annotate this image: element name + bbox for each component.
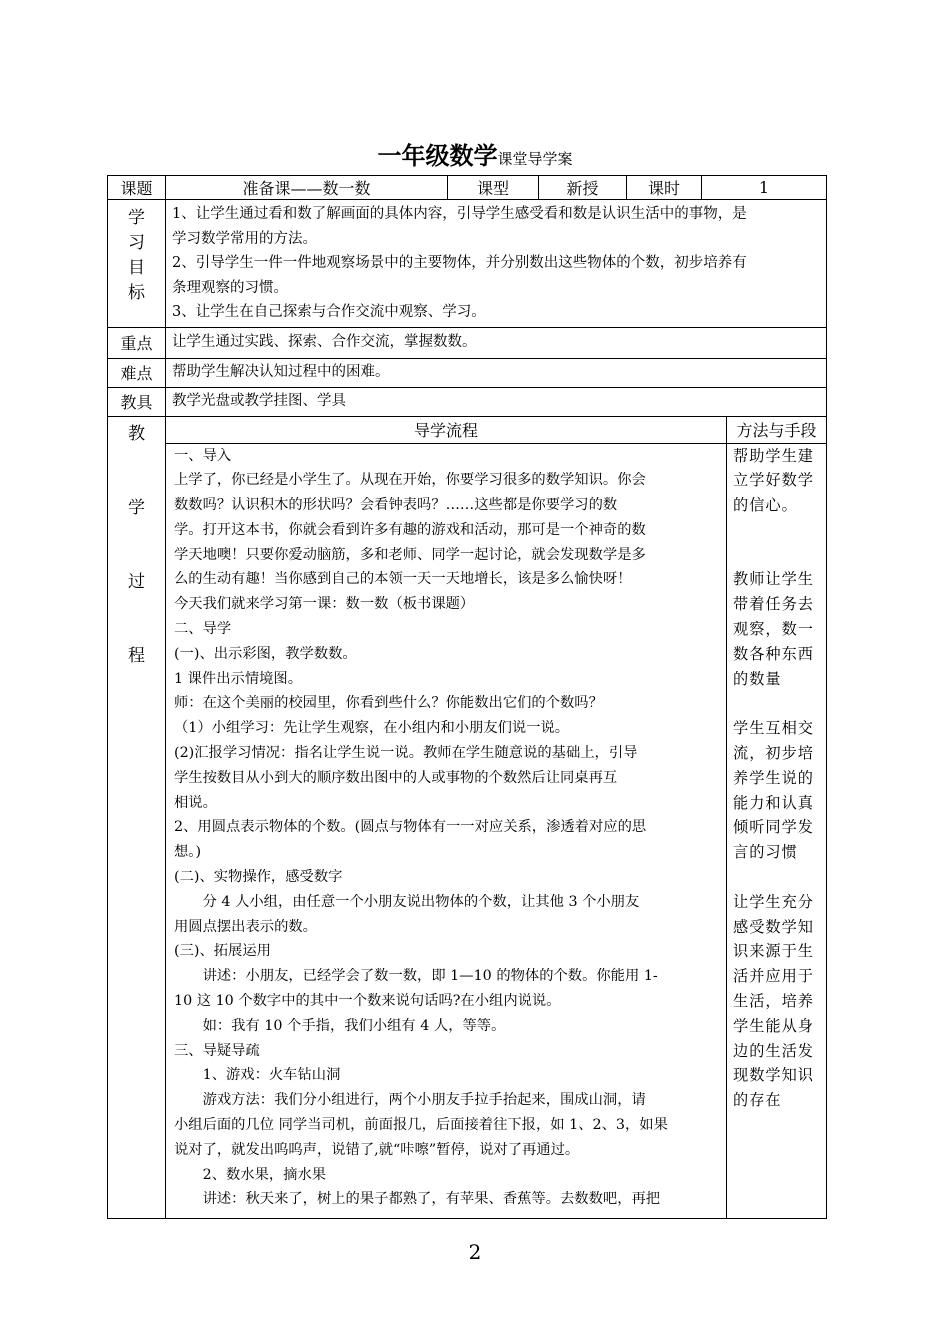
- topic-value: 准备课——数一数: [166, 176, 448, 200]
- title-main: 一年级数学: [377, 142, 498, 170]
- key-point-text: 让学生通过实践、探索、合作交流，掌握数数。: [166, 327, 827, 358]
- tools-text: 教学光盘或教学挂图、学具: [166, 387, 827, 416]
- type-label: 课型: [448, 176, 539, 200]
- process-body-row: [108, 443, 827, 1218]
- flow-content: 一、导入 上学了，你已经是小学生了。从现在开始，你要学习很多的数学知识。你会 数数吗？认识积木的形状吗？会看钟表吗？……这些都是你要学习的数 学。打开这本书，你就会看到许多有趣的游戏和活动，那可是一个神奇的数 学天地噢！只要你爱动脑筋，多和老师、同学一起讨论，就会发现数学是多 么的生动有趣！当你感到自己的本领一天一天地增长，该是多么愉快呀！ 今天我们就来学习第一课：数一数（板书课题） 二、导学 (一)、出示彩图，教学数数。 1 课件出示情境图。 师：在这个美丽的校园里，你看到些什么？你能数出它们的个数吗？ （1）小组学习：先让学生观察，在小组内和小朋友们说一说。 (2)汇报学习情况：指名让学生说一说。教师在学生随意说的基础上，引导 学生按数目从小到大的顺序数出图中的人或事物的个数然后让同桌再互 相说。 2、用圆点表示物体的个数。(圆点与物体有一一对应关系，渗透着对应的思 想。) (二)、实物操作，感受数字 分 4 人小组，由任意一个小朋友说出物体的个数，让其他 3 个小朋友 用圆点摆出表示的数。 (三)、拓展运用 讲述：小朋友，已经学会了数一数，即 1—10 的物体的个数。你能用 1- 10 这 10 个数字中的其中一个数来说句话吗?在小组内说说。 如：我有 10 个手指，我们小组有 4 人，等等。 三、导疑导疏 1、游戏：火车钻山洞 游戏方法：我们分小组进行，两个小朋友手拉手抬起来，围成山洞，请 小组后面的几位 同学当司机，前面报几，后面接着往下报，如 1、2、3，如果 说对了，就发出呜呜声，说错了,就“咔嚓”暂停，说对了再通过。 2、数水果，摘水果 讲述：秋天来了，树上的果子都熟了，有苹果、香蕉等。去数数吧，再把: [166, 443, 727, 1218]
- key-point-row: [108, 327, 827, 358]
- header-row: [108, 176, 827, 200]
- key-point-label: 重点: [108, 327, 166, 358]
- tools-label: 教具: [108, 387, 166, 416]
- difficulty-row: [108, 358, 827, 387]
- objectives-row: [108, 200, 827, 328]
- objectives-label: 学 习 目 标: [108, 200, 166, 328]
- topic-label: 课题: [108, 176, 166, 200]
- method-content: 帮助学生建 立学好数学 的信心。 教师让学生 带着任务去 观察，数一 数各种东西 的数量 学生互相交 流，初步培 养学生说的 能力和认真 倾听同学发 言的习惯 让学生充分 感受数学知 识来源于生 活并应用于 生活，培养 学生能从身 边的生活发 现数学知识 的存在: [727, 443, 827, 1218]
- objectives-text: 1、让学生通过看和数了解画面的具体内容，引导学生感受看和数是认识生活中的事物，是 学习数学常用的方法。 2、引导学生一件一件地观察场景中的主要物体，并分别数出这些物体的个数，初步培养有 条理观察的习惯。 3、让学生在自己探索与合作交流中观察、学习。: [166, 200, 827, 328]
- method-header: 方法与手段: [727, 416, 827, 443]
- document-title: [0, 136, 950, 171]
- difficulty-text: 帮助学生解决认知过程中的困难。: [166, 358, 827, 387]
- page-number: 2: [468, 1240, 482, 1264]
- title-sub: 课堂导学案: [497, 150, 573, 168]
- tools-row: [108, 387, 827, 416]
- type-value: 新授: [539, 176, 627, 200]
- process-label: 教 学 过 程: [108, 416, 166, 1218]
- lesson-plan-table: [107, 175, 827, 1219]
- hours-value: 1: [702, 176, 827, 200]
- process-header-row: [108, 416, 827, 443]
- difficulty-label: 难点: [108, 358, 166, 387]
- hours-label: 课时: [627, 176, 702, 200]
- flow-header: 导学流程: [166, 416, 727, 443]
